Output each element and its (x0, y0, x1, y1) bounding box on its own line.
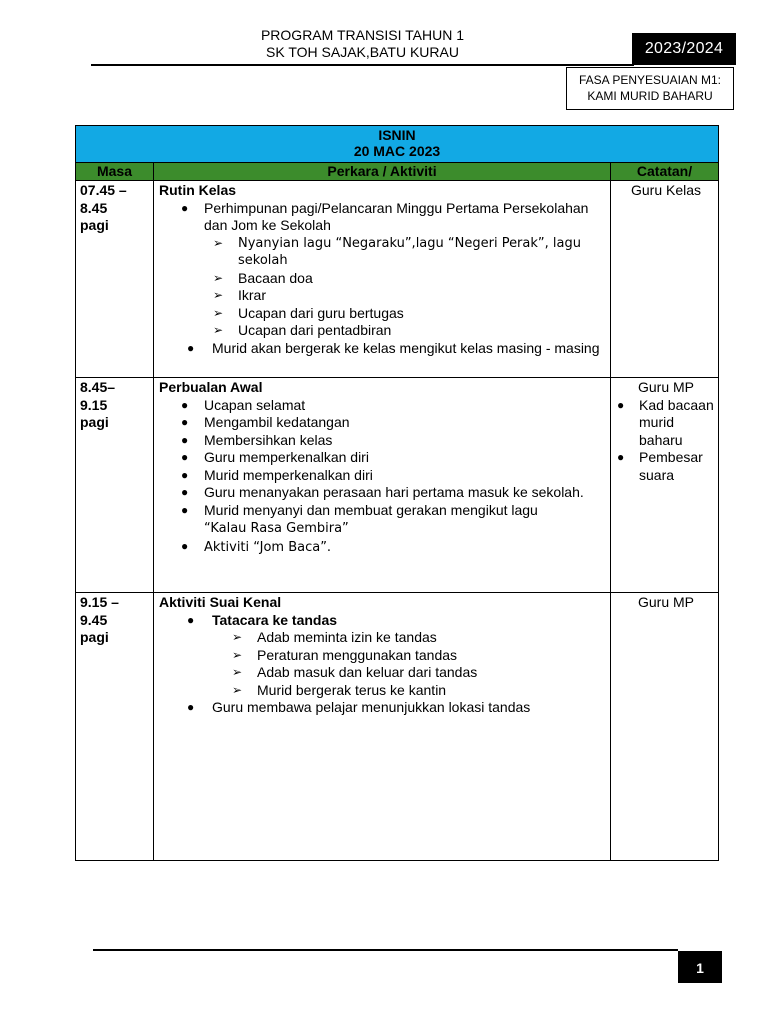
sub-list-item: ➢ Bacaan doa (204, 270, 606, 288)
col-catatan: Catatan/ (611, 163, 719, 181)
list-item: ● Membersihkan kelas (159, 432, 606, 450)
school-name: SK TOH SAJAK,BATU KURAU (266, 44, 459, 60)
col-aktiviti: Perkara / Aktiviti (154, 163, 611, 181)
list-item: ● Ucapan selamat (159, 397, 606, 415)
phase-line-1: FASA PENYESUAIAN M1: (578, 73, 722, 87)
note-cell (611, 593, 719, 861)
sub-list-item: ➢ Adab masuk dan keluar dari tandas (212, 664, 606, 682)
day-date: 20 MAC 2023 (353, 143, 441, 159)
column-headers (76, 163, 719, 181)
table-row (76, 593, 719, 861)
col-masa: Masa (76, 163, 154, 181)
note-text: Guru Kelas (630, 182, 702, 198)
sub-list-item: ➢ Adab meminta izin ke tandas (212, 629, 606, 647)
list-item: ● Guru menanyakan perasaan hari pertama masuk ke sekolah. (159, 484, 606, 502)
header-divider (91, 64, 634, 66)
time-cell (76, 378, 154, 593)
sub-list-item: ➢ Nyanyian lagu “Negaraku”,lagu “Negeri Perak”, lagu sekolah (204, 235, 606, 270)
song-title: “Kalau Rasa Gembira” (204, 521, 349, 536)
list-item (159, 612, 606, 700)
time-line: pagi (80, 629, 109, 645)
time-line: 9.45 (80, 611, 108, 628)
list-item: ● Murid akan bergerak ke kelas mengikut kelas masing - masing (159, 340, 606, 358)
sub-list-item: ➢ Murid bergerak terus ke kantin (212, 682, 606, 700)
list-item (159, 200, 606, 340)
time-line: pagi (80, 217, 109, 233)
note-text: Guru MP (638, 594, 695, 610)
sub-list-item: ➢ Ucapan dari guru bertugas (204, 305, 606, 323)
time-line: pagi (80, 414, 109, 430)
note-cell (611, 181, 719, 378)
activity-title: Aktiviti Suai Kenal (159, 594, 282, 610)
table-row (76, 378, 719, 593)
list-item (159, 502, 606, 538)
schedule-table (75, 125, 719, 861)
program-title: PROGRAM TRANSISI TAHUN 1 (260, 27, 465, 43)
activity-title: Perbualan Awal (159, 379, 263, 395)
time-line: 07.45 – (80, 182, 127, 198)
table-row (76, 181, 719, 378)
note-list-item: ● Pembesar suara (617, 449, 715, 484)
day-header (76, 126, 719, 163)
time-cell (76, 181, 154, 378)
document-header (210, 27, 515, 61)
list-item (159, 538, 606, 557)
list-item: ● Guru memperkenalkan diri (159, 449, 606, 467)
note-cell (611, 378, 719, 593)
list-item: ● Mengambil kedatangan (159, 414, 606, 432)
time-line: 8.45 (80, 199, 108, 216)
note-text: Guru MP (638, 379, 695, 395)
activity-cell (154, 593, 611, 861)
phase-label (566, 67, 734, 110)
footer-divider (93, 949, 678, 951)
page-number: 1 (678, 951, 722, 983)
time-line: 9.15 (80, 396, 108, 413)
activity-title: Rutin Kelas (159, 182, 237, 198)
phase-line-2: KAMI MURID BAHARU (587, 89, 713, 103)
activity-cell (154, 378, 611, 593)
time-cell (76, 593, 154, 861)
list-item-text: Perhimpunan pagi/Pelancaran Minggu Pertama Persekolahan dan Jom ke Sekolah (204, 199, 589, 233)
list-item-text: Aktiviti “Jom Baca”. (204, 539, 332, 555)
note-list-item: ● Kad bacaan murid baharu (617, 397, 715, 450)
year-badge: 2023/2024 (632, 33, 736, 65)
time-line: 9.15 – (80, 594, 119, 610)
list-item-text: Tatacara ke tandas (212, 611, 338, 628)
list-item: ● Murid memperkenalkan diri (159, 467, 606, 485)
sub-list-item: ➢ Ucapan dari pentadbiran (204, 322, 606, 340)
activity-cell (154, 181, 611, 378)
list-item-text: Murid menyanyi dan membuat gerakan mengikut lagu (204, 501, 538, 518)
day-name: ISNIN (378, 127, 416, 143)
sub-list-item: ➢ Ikrar (204, 287, 606, 305)
time-line: 8.45– (80, 379, 116, 395)
sub-list-item: ➢ Peraturan menggunakan tandas (212, 647, 606, 665)
list-item: ● Guru membawa pelajar menunjukkan lokasi tandas (159, 699, 606, 717)
